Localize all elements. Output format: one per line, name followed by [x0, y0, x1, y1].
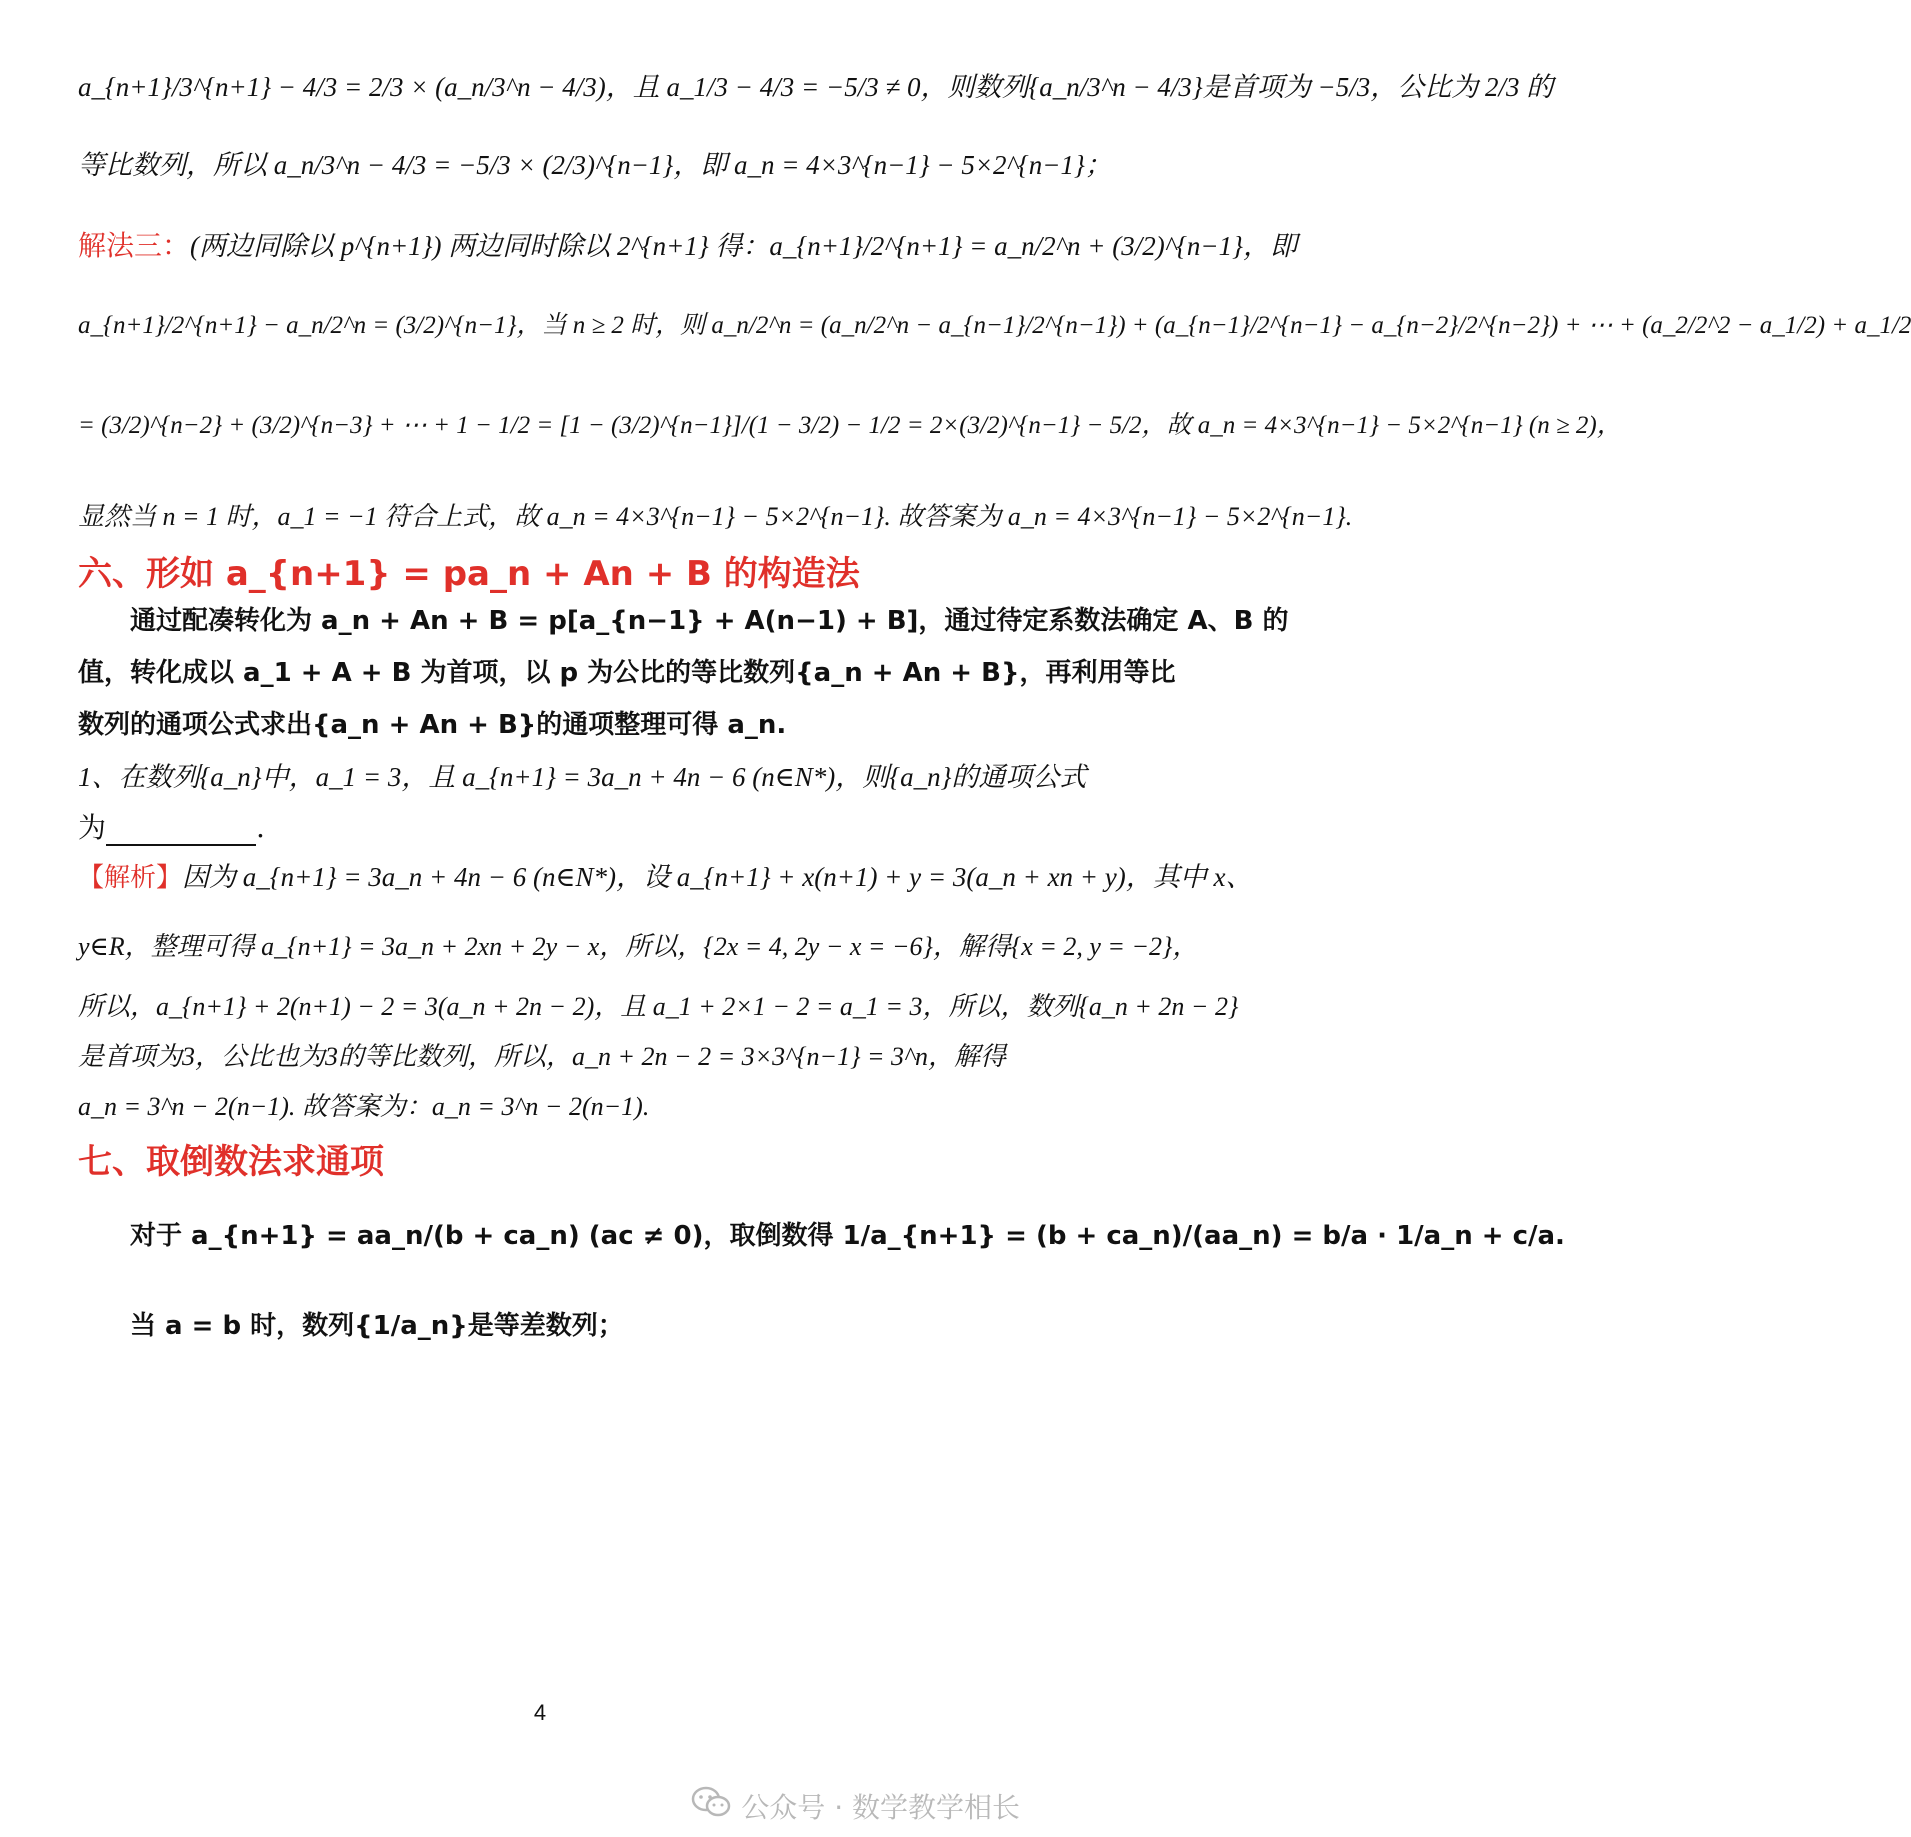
section6-body-2: 值，转化成以 a_1 + A + B 为首项，以 p 为公比的等比数列{a_n + An + B}，再利用等比 — [78, 658, 1176, 688]
equation-line-2: 等比数列，所以 a_n/3^n − 4/3 = −5/3 × (2/3)^{n−1}，即 a_n = 4×3^{n−1} − 5×2^{n−1}； — [78, 150, 1112, 180]
analysis-line-3: 所以，a_{n+1} + 2(n+1) − 2 = 3(a_n + 2n − 2)，且 a_1 + 2×1 − 2 = a_1 = 3，所以，数列{a_n + 2n − 2} — [78, 992, 1239, 1021]
watermark-text: 公众号 · 数学教学相长 — [741, 1790, 1020, 1824]
analysis-line-1 — [78, 860, 1253, 896]
analysis-line-4: 是首项为3，公比也为3的等比数列，所以，a_n + 2n − 2 = 3×3^{n−1} = 3^n，解得 — [78, 1042, 1007, 1071]
analysis-label: 【解析】 — [78, 863, 183, 893]
section6-body-1: 通过配凑转化为 a_n + An + B = p[a_{n−1} + A(n−1) + B]，通过待定系数法确定 A、B 的 — [130, 606, 1289, 636]
equation-line-1: a_{n+1}/3^{n+1} − 4/3 = 2/3 × (a_n/3^n − 4/3)，且 a_1/3 − 4/3 = −5/3 ≠ 0，则数列{a_n/3^n − 4/3}是首项为 −5/3，公比为 2/3 的 — [78, 72, 1554, 102]
answer-blank — [106, 816, 256, 846]
analysis-line-2: y∈R，整理可得 a_{n+1} = 3a_n + 2xn + 2y − x，所以，{2x = 4, 2y − x = −6}，解得{x = 2, y = −2}， — [78, 932, 1199, 961]
section7-body-2: 当 a = b 时，数列{1/a_n}是等差数列； — [130, 1311, 624, 1341]
problem1-line-2 — [78, 810, 1040, 846]
watermark — [691, 1785, 1020, 1826]
equation-line-6: 显然当 n = 1 时，a_1 = −1 符合上式，故 a_n = 4×3^{n−1} − 5×2^{n−1}. 故答案为 a_n = 4×3^{n−1} − 5×2^{n−1}. — [78, 502, 1353, 531]
section6-body-3: 数列的通项公式求出{a_n + An + B}的通项整理可得 a_n. — [78, 710, 787, 740]
method3-label: 解法三： — [78, 229, 191, 262]
method3-text: (两边同除以 p^{n+1}) 两边同时除以 2^{n+1} 得：a_{n+1}/2^{n+1} = a_n/2^n + (3/2)^{n−1}，即 — [190, 231, 1297, 261]
section7-heading: 七、取倒数法求通项 — [78, 1142, 384, 1182]
problem1-end: . — [256, 811, 265, 844]
method3-line — [78, 228, 1297, 264]
page-number: 4 — [533, 1700, 547, 1725]
equation-line-4: a_{n+1}/2^{n+1} − a_n/2^n = (3/2)^{n−1}，当 n ≥ 2 时，则 a_n/2^n = (a_n/2^n − a_{n−1}/2^{n−1}) + (a_{n−1}/2^{n−1} − a_{n−2}/2^{n−2}) + ⋯ + (a_2/2^2 − a_1/2) + a_1/2 — [78, 312, 1911, 339]
problem1-prefix: 为 — [78, 811, 107, 844]
section6-heading: 六、形如 a_{n+1} = pa_n + An + B 的构造法 — [78, 554, 860, 594]
analysis-line-5: a_n = 3^n − 2(n−1). 故答案为：a_n = 3^n − 2(n−1). — [78, 1092, 650, 1121]
problem1-line-1: 1、在数列{a_n}中，a_1 = 3，且 a_{n+1} = 3a_n + 4n − 6 (n∈N*)，则{a_n}的通项公式 — [78, 762, 1087, 792]
section7-body-1: 对于 a_{n+1} = aa_n/(b + ca_n) (ac ≠ 0)，取倒数得 1/a_{n+1} = (b + ca_n)/(aa_n) = b/a · 1/a_n + c/a. — [130, 1221, 1565, 1251]
wechat-icon — [691, 1785, 731, 1826]
equation-line-5: = (3/2)^{n−2} + (3/2)^{n−3} + ⋯ + 1 − 1/2 = [1 − (3/2)^{n−1}]/(1 − 3/2) − 1/2 = 2×(3/2)^{n−1} − 5/2，故 a_n = 4×3^{n−1} − 5×2^{n−1} (n ≥ 2)， — [78, 412, 1622, 439]
analysis-text-1: 因为 a_{n+1} = 3a_n + 4n − 6 (n∈N*)，设 a_{n+1} + x(n+1) + y = 3(a_n + xn + y)，其中 x、 — [182, 862, 1253, 892]
